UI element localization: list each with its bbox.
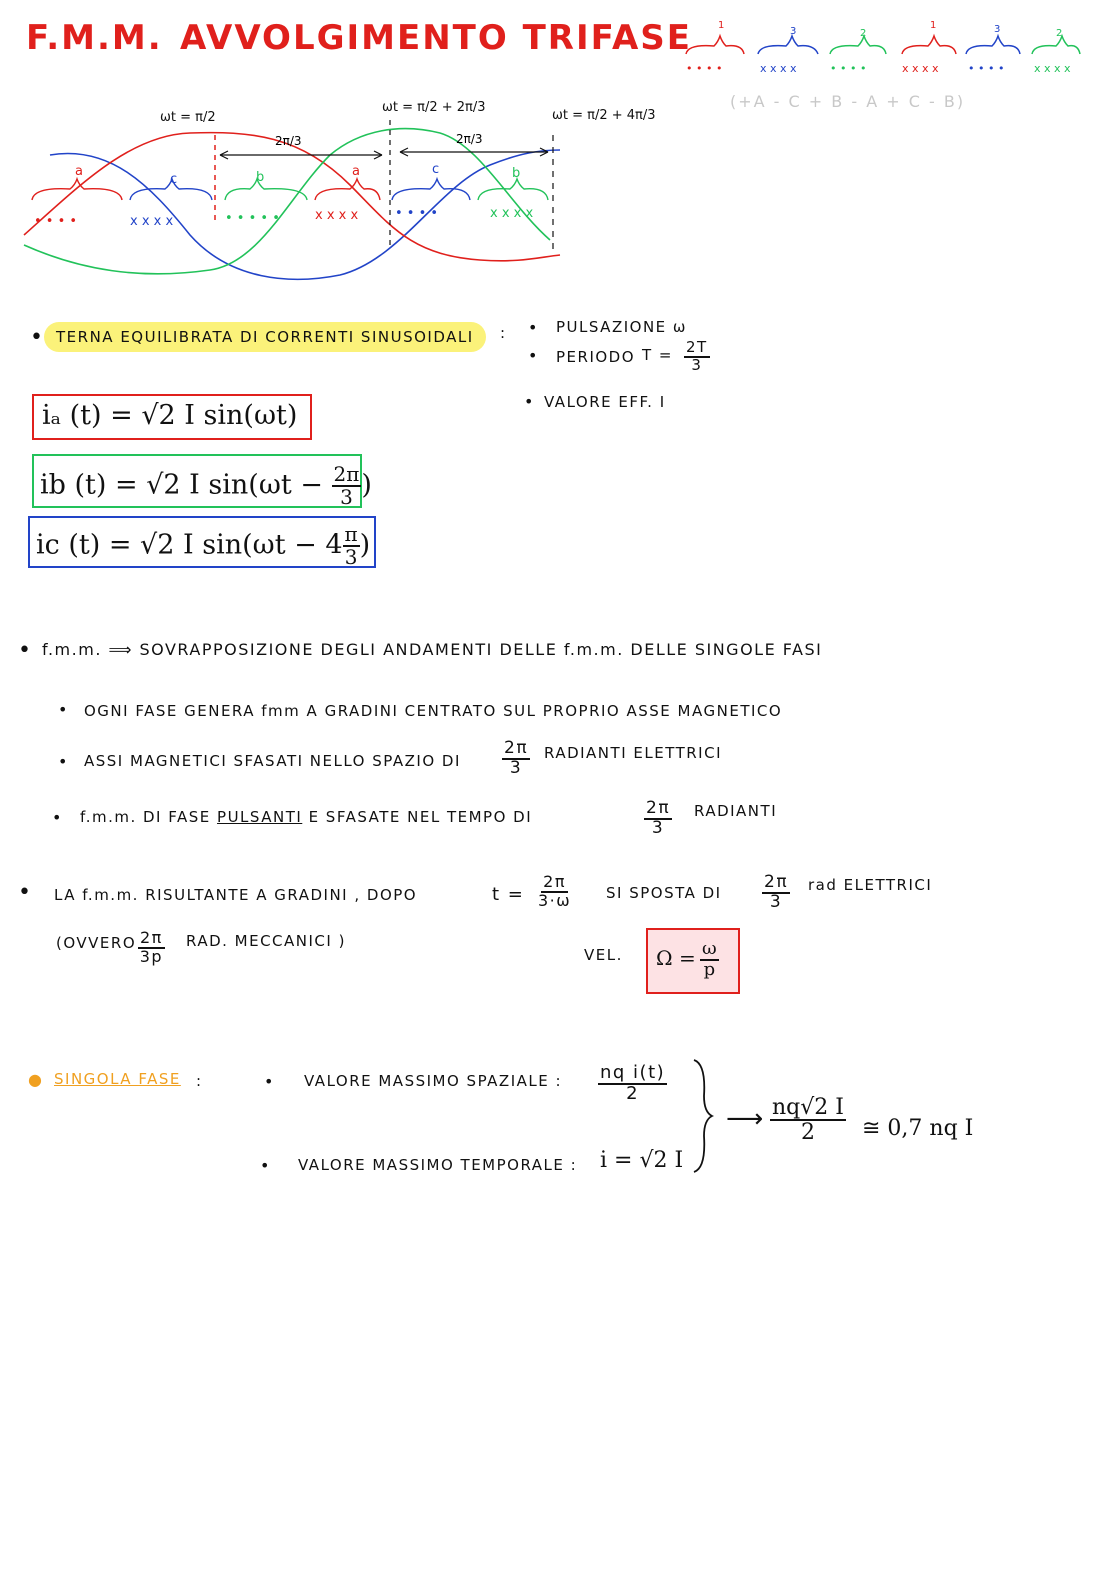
- brace-green-1: [830, 36, 886, 54]
- phase-label-b1: b: [256, 170, 265, 185]
- fmm-axes-space: ASSI MAGNETICI SFASATI NELLO SPAZIO DI: [84, 752, 461, 770]
- phase-label-a1: a: [75, 164, 83, 179]
- group-label-5: 3: [994, 24, 1001, 35]
- fraction-time: $\frac{2\pi}{3}$: [646, 798, 671, 838]
- svg-text:x x x x: x x x x: [902, 62, 939, 75]
- group-label-2: 3: [790, 26, 797, 37]
- svg-text:• • • •: • • • •: [395, 206, 439, 221]
- formula-ia-box: [32, 394, 312, 440]
- time-label-1: ωt = π/2: [160, 110, 216, 125]
- brace-red-1: [686, 36, 744, 54]
- arrow1-label: 2π/3: [275, 134, 302, 148]
- group-label-4: 1: [930, 20, 937, 31]
- singola-fase-colon: :: [196, 1072, 203, 1090]
- rad-meccanici: RAD. MECCANICI ): [186, 932, 346, 950]
- brace-red-2: [902, 36, 956, 54]
- formula-ib-box: [32, 454, 372, 509]
- fmm-overlay: f.m.m. ⟹ SOVRAPPOSIZIONE DEGLI ANDAMENTI DELLE f.m.m. DELLE SINGOLE FASI: [42, 640, 823, 659]
- brace-blue-1: [758, 36, 818, 54]
- ovvero-text: (OVVERO: [56, 934, 137, 952]
- singola-fase: SINGOLA FASE: [54, 1070, 181, 1088]
- omega-lhs: Ω =: [656, 946, 696, 970]
- result-fraction: $\frac{nq√2 I}{2}$: [772, 1095, 844, 1146]
- brace-blue-2: [966, 36, 1020, 54]
- fmm-axes-space-unit: RADIANTI ELETTRICI: [544, 744, 723, 762]
- arrow2-label: 2π/3: [456, 132, 483, 146]
- terna-colon: :: [500, 324, 507, 342]
- svg-text:• • • •: • • • •: [686, 62, 723, 75]
- fraction-shift: $\frac{2\pi}{3}$: [764, 872, 789, 912]
- fmm-step-centered: OGNI FASE GENERA fmm A GRADINI CENTRATO SUL PROPRIO ASSE MAGNETICO: [84, 702, 783, 720]
- formula-ia: iₐ (t) = √2 I sin(ωt): [42, 400, 298, 431]
- svg-text:x x x x: x x x x: [760, 62, 797, 75]
- implies-arrow: ⟶: [726, 1104, 764, 1134]
- svg-text:x x x x: x x x x: [315, 208, 359, 223]
- prop-valore-eff: VALORE EFF. I: [544, 393, 666, 411]
- svg-text:• • • •: • • • •: [968, 62, 1005, 75]
- period-fraction: $\frac{2T}{3}$: [686, 338, 708, 374]
- temporal-value: i = √2 I: [600, 1148, 684, 1173]
- svg-text:• • • •: • • • •: [830, 62, 867, 75]
- phase-label-b2: b: [512, 166, 521, 181]
- svg-text:x x x x: x x x x: [130, 214, 174, 229]
- resultant-fmm: LA f.m.m. RISULTANTE A GRADINI , DOPO: [54, 886, 418, 904]
- result-approx: ≅ 0,7 nq I: [862, 1116, 974, 1141]
- bullet: •: [30, 325, 43, 350]
- fmm-phase-pulsing: f.m.m. DI FASE PULSANTI E SFASATE NEL TEMPO DI: [80, 808, 533, 826]
- terna-heading: TERNA EQUILIBRATA DI CORRENTI SINUSOIDALI: [44, 322, 486, 352]
- phase-label-c1: c: [170, 172, 178, 187]
- fraction-t: $\frac{2\pi}{3\cdot\omega}$: [538, 872, 572, 910]
- fraction-ovvero: $\frac{2\pi}{3p}$: [139, 928, 164, 966]
- prop-pulsazione: PULSAZIONE ω: [556, 318, 687, 336]
- omega-fraction: $\frac{\omega}{p}$: [702, 938, 717, 980]
- time-label-2: ωt = π/2 + 2π/3: [382, 100, 486, 115]
- svg-text:• • • • •: • • • • •: [225, 211, 280, 226]
- group-label-3: 2: [860, 28, 867, 39]
- fraction-space: $\frac{2\pi}{3}$: [504, 738, 529, 778]
- t-eq: t =: [492, 884, 525, 905]
- title-main: AVVOLGIMENTO TRIFASE: [180, 18, 692, 58]
- fmm-phase-unit: RADIANTI: [694, 802, 778, 820]
- phase-label-c2: c: [432, 162, 440, 177]
- title-fmm: F.M.M.: [26, 18, 163, 58]
- prop-periodo-eq: T =: [642, 346, 673, 364]
- max-spatial: VALORE MASSIMO SPAZIALE :: [304, 1072, 563, 1090]
- formula-ic-box: [28, 516, 376, 568]
- group-label-1: 1: [718, 20, 725, 31]
- winding-sequence: (+A - C + B - A + C - B): [730, 92, 966, 111]
- omega-box: [646, 928, 740, 994]
- spatial-fraction: $\frac{\text{nq i(t)}}{2}$: [600, 1062, 666, 1104]
- svg-text:x x x x: x x x x: [490, 206, 534, 221]
- shift-text: SI SPOSTA DI: [606, 884, 722, 902]
- prop-periodo: PERIODO: [556, 348, 636, 366]
- svg-text:• • • •: • • • •: [34, 214, 78, 229]
- phase-label-a2: a: [352, 164, 360, 179]
- rad-elettrici: rad ELETTRICI: [808, 876, 933, 894]
- svg-text:x x x x: x x x x: [1034, 62, 1071, 75]
- right-brace: [688, 1056, 718, 1176]
- group-label-6: 2: [1056, 28, 1063, 39]
- wave-b: [24, 129, 550, 274]
- vel-label: VEL.: [584, 946, 623, 964]
- current-waveforms: [20, 95, 580, 295]
- formula-ib: ib (t) = √2 I sin(ωt − $\frac{2\pi}{3}$ ): [40, 462, 372, 509]
- max-temporal: VALORE MASSIMO TEMPORALE :: [298, 1156, 578, 1174]
- time-label-3: ωt = π/2 + 4π/3: [552, 108, 656, 123]
- formula-ic: ic (t) = √2 I sin(ωt − 4 $\frac{\pi}{3}$ ): [36, 522, 371, 569]
